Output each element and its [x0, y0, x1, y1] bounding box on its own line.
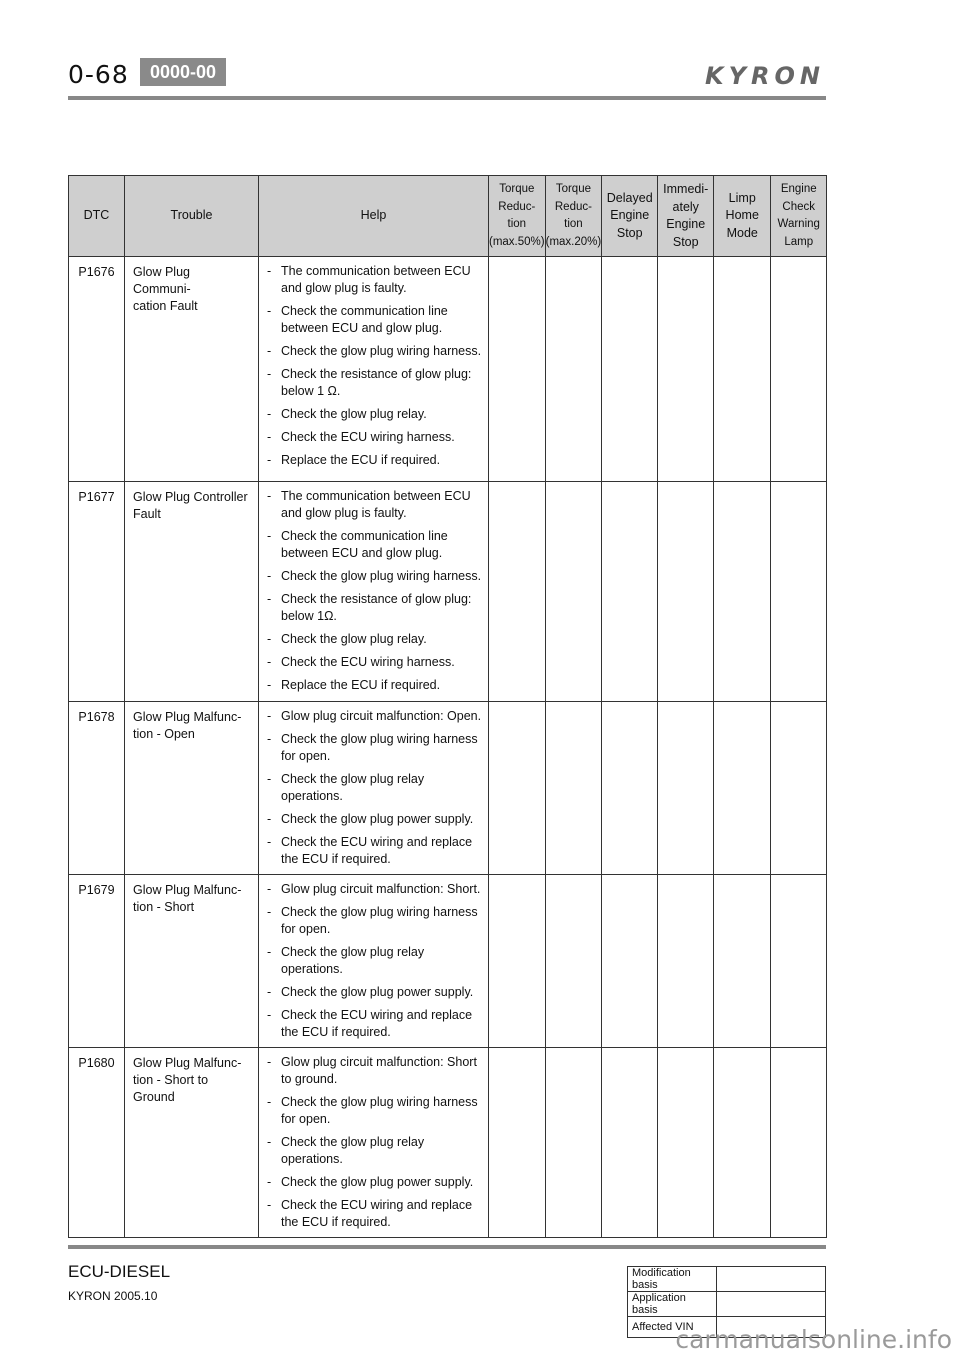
header-line: (max.20%): [545, 235, 602, 248]
action-cell: [771, 702, 827, 875]
header-line: Immedi-: [663, 182, 709, 196]
help-line: - Check the glow plug relay.: [281, 632, 427, 646]
table-row: [69, 257, 827, 482]
header-line: Torque: [499, 183, 535, 195]
help-line: - Check the glow plug wiring harness: [281, 905, 478, 919]
help-line: - Check the resistance of glow plug:: [281, 592, 472, 606]
dtc-code: P1680: [69, 1048, 125, 1238]
header-line: Home: [725, 208, 759, 223]
dtc-code: P1678: [69, 702, 125, 875]
header-line: Delayed: [606, 190, 653, 205]
action-cell: [489, 257, 546, 482]
help-line: - Glow plug circuit malfunction: Short: [281, 1055, 477, 1069]
help-line: the ECU if required.: [281, 1025, 391, 1039]
action-cell: [545, 875, 602, 1048]
help-line: and glow plug is faulty.: [281, 506, 407, 520]
trouble-cell: [125, 875, 259, 1048]
modification-value: [717, 1292, 826, 1317]
action-cell: [489, 1048, 546, 1238]
help-line: - The communication between ECU: [281, 489, 471, 503]
header-line: Torque: [555, 183, 591, 195]
action-cell: [602, 702, 658, 875]
header-line: ately: [672, 199, 699, 214]
header-line: Reduc-: [554, 200, 592, 213]
trouble-line: Glow Plug Malfunc-: [133, 1056, 242, 1070]
help-line: for open.: [281, 1112, 331, 1126]
trouble-line: tion - Short to: [133, 1073, 209, 1087]
modification-value: [717, 1267, 826, 1292]
trouble-line: Glow Plug Controller: [133, 490, 248, 504]
trouble-line: Glow Plug Malfunc-: [133, 710, 242, 724]
modification-row: [628, 1292, 826, 1317]
action-cell: [658, 702, 714, 875]
help-line: - Check the glow plug power supply.: [281, 812, 474, 826]
help-line: - Check the glow plug wiring harness: [281, 732, 478, 746]
header-line: Mode: [726, 225, 758, 240]
help-line: for open.: [281, 749, 331, 763]
help-line: the ECU if required.: [281, 1215, 391, 1229]
action-cell: [658, 1048, 714, 1238]
help-item: [265, 528, 482, 562]
footer-subtitle: KYRON 2005.10: [68, 1289, 158, 1303]
trouble-line: Glow Plug Communi-: [133, 265, 191, 296]
action-cell: [714, 482, 771, 702]
help-line: between ECU and glow plug.: [281, 546, 443, 560]
help-item: [265, 944, 482, 978]
help-line: - Check the glow plug relay.: [281, 407, 427, 421]
action-cell: [771, 482, 827, 702]
help-line: - Check the glow plug relay operations.: [281, 945, 425, 976]
trouble-cell: [125, 1048, 259, 1238]
help-item: [265, 708, 482, 725]
help-line: - Check the ECU wiring and replace: [281, 835, 473, 849]
table-row: [69, 875, 827, 1048]
help-line: the ECU if required.: [281, 852, 391, 866]
header-line: (max.50%): [489, 235, 545, 248]
action-cell: [545, 257, 602, 482]
header-line: tion: [507, 218, 527, 230]
help-item: [265, 771, 482, 805]
help-line: - Check the ECU wiring harness.: [281, 655, 455, 669]
help-item: [265, 1007, 482, 1041]
help-line: - Check the glow plug relay operations.: [281, 1135, 425, 1166]
help-cell: [259, 1048, 489, 1238]
action-cell: [658, 482, 714, 702]
action-cell: [771, 257, 827, 482]
action-cell: [602, 1048, 658, 1238]
action-cell: [714, 257, 771, 482]
help-item: [265, 631, 482, 648]
action-cell: [545, 1048, 602, 1238]
footer-title: ECU-DIESEL: [68, 1262, 171, 1281]
modification-label: Modification basis: [628, 1267, 717, 1292]
action-cell: [602, 482, 658, 702]
action-cell: [771, 1048, 827, 1238]
trouble-line: Ground: [133, 1090, 175, 1104]
help-item: [265, 1054, 482, 1088]
action-cell: [658, 875, 714, 1048]
header-line: Engine: [610, 208, 650, 223]
column-header-warning-lamp: [771, 176, 827, 257]
trouble-line: Fault: [133, 507, 161, 521]
trouble-line: tion - Short: [133, 900, 195, 914]
help-line: - Check the glow plug wiring harness.: [281, 569, 482, 583]
help-cell: [259, 875, 489, 1048]
page-number: 0-68: [68, 60, 129, 89]
header-line: Warning: [777, 218, 820, 230]
help-item: [265, 1134, 482, 1168]
help-line: and glow plug is faulty.: [281, 281, 407, 295]
header-line: Stop: [672, 234, 699, 249]
help-item: [265, 488, 482, 522]
action-cell: [602, 257, 658, 482]
help-line: for open.: [281, 922, 331, 936]
action-cell: [489, 482, 546, 702]
action-cell: [771, 875, 827, 1048]
modification-label: Application basis: [628, 1292, 717, 1317]
help-line: - The communication between ECU: [281, 264, 471, 278]
help-line: below 1Ω.: [281, 609, 337, 623]
trouble-line: cation Fault: [133, 299, 198, 313]
column-header-immediate-stop: [658, 176, 714, 257]
dtc-code: P1679: [69, 875, 125, 1048]
action-cell: [602, 875, 658, 1048]
help-line: - Glow plug circuit malfunction: Short.: [281, 882, 481, 896]
help-item: [265, 731, 482, 765]
help-item: [265, 811, 482, 828]
help-item: [265, 429, 482, 446]
help-item: [265, 568, 482, 585]
column-header-trouble: Trouble: [125, 176, 259, 257]
help-item: [265, 1197, 482, 1231]
help-item: [265, 654, 482, 671]
help-line: - Check the glow plug relay operations.: [281, 772, 425, 803]
help-item: [265, 343, 482, 360]
help-line: - Check the communication line: [281, 529, 448, 543]
trouble-cell: [125, 702, 259, 875]
header-line: Stop: [616, 225, 643, 240]
header-line: Limp: [728, 190, 756, 205]
help-line: - Check the resistance of glow plug:: [281, 367, 472, 381]
header-line: Engine: [780, 183, 817, 195]
help-item: [265, 677, 482, 694]
modification-label: Affected VIN: [628, 1317, 717, 1338]
help-line: - Check the glow plug wiring harness: [281, 1095, 478, 1109]
header-line: Engine: [666, 217, 706, 231]
header-line: Reduc-: [498, 200, 536, 213]
action-cell: [489, 702, 546, 875]
action-cell: [714, 875, 771, 1048]
help-line: - Replace the ECU if required.: [281, 453, 441, 467]
dtc-code: P1676: [69, 257, 125, 482]
brand-logo: KYRON: [705, 62, 825, 90]
action-cell: [545, 482, 602, 702]
header-line: Lamp: [784, 235, 814, 248]
table-row: [69, 482, 827, 702]
help-item: [265, 263, 482, 297]
column-header-torque-50: [489, 176, 546, 257]
help-item: [265, 406, 482, 423]
help-line: between ECU and glow plug.: [281, 321, 443, 335]
help-item: [265, 1094, 482, 1128]
column-header-limp-home: [714, 176, 771, 257]
action-cell: [714, 1048, 771, 1238]
trouble-line: Glow Plug Malfunc-: [133, 883, 242, 897]
column-header-torque-20: [545, 176, 602, 257]
header-line: tion: [564, 218, 583, 230]
help-item: [265, 303, 482, 337]
help-line: to ground.: [281, 1072, 338, 1086]
help-item: [265, 591, 482, 625]
header-line: Check: [782, 200, 816, 213]
help-item: [265, 834, 482, 868]
help-item: [265, 1174, 482, 1191]
help-cell: [259, 482, 489, 702]
help-item: [265, 881, 482, 898]
action-cell: [489, 875, 546, 1048]
modification-row: [628, 1267, 826, 1292]
column-header-delayed-stop: [602, 176, 658, 257]
help-item: [265, 984, 482, 1001]
help-cell: [259, 257, 489, 482]
help-item: [265, 904, 482, 938]
watermark: carmanualsonline.info: [675, 1325, 952, 1354]
help-line: - Check the glow plug power supply.: [281, 1175, 474, 1189]
help-line: - Replace the ECU if required.: [281, 678, 441, 692]
help-line: - Glow plug circuit malfunction: Open.: [281, 709, 482, 723]
column-header-help: Help: [259, 176, 489, 257]
trouble-cell: [125, 482, 259, 702]
help-line: - Check the glow plug wiring harness.: [281, 344, 482, 358]
help-line: - Check the ECU wiring and replace: [281, 1008, 473, 1022]
action-cell: [714, 702, 771, 875]
help-line: - Check the communication line: [281, 304, 448, 318]
action-cell: [545, 702, 602, 875]
table-header-row: [69, 176, 827, 257]
section-code-badge: 0000-00: [140, 58, 226, 86]
help-line: - Check the glow plug power supply.: [281, 985, 474, 999]
dtc-table: [68, 175, 827, 1238]
help-line: - Check the ECU wiring and replace: [281, 1198, 473, 1212]
table-row: [69, 702, 827, 875]
action-cell: [658, 257, 714, 482]
header-rule: [68, 96, 826, 100]
dtc-code: P1677: [69, 482, 125, 702]
help-cell: [259, 702, 489, 875]
column-header-dtc: DTC: [69, 176, 125, 257]
help-item: [265, 366, 482, 400]
help-line: below 1 Ω.: [281, 384, 341, 398]
help-line: - Check the ECU wiring harness.: [281, 430, 455, 444]
footer-rule: [68, 1245, 826, 1249]
help-item: [265, 452, 482, 469]
table-row: [69, 1048, 827, 1238]
trouble-cell: [125, 257, 259, 482]
trouble-line: tion - Open: [133, 727, 195, 741]
